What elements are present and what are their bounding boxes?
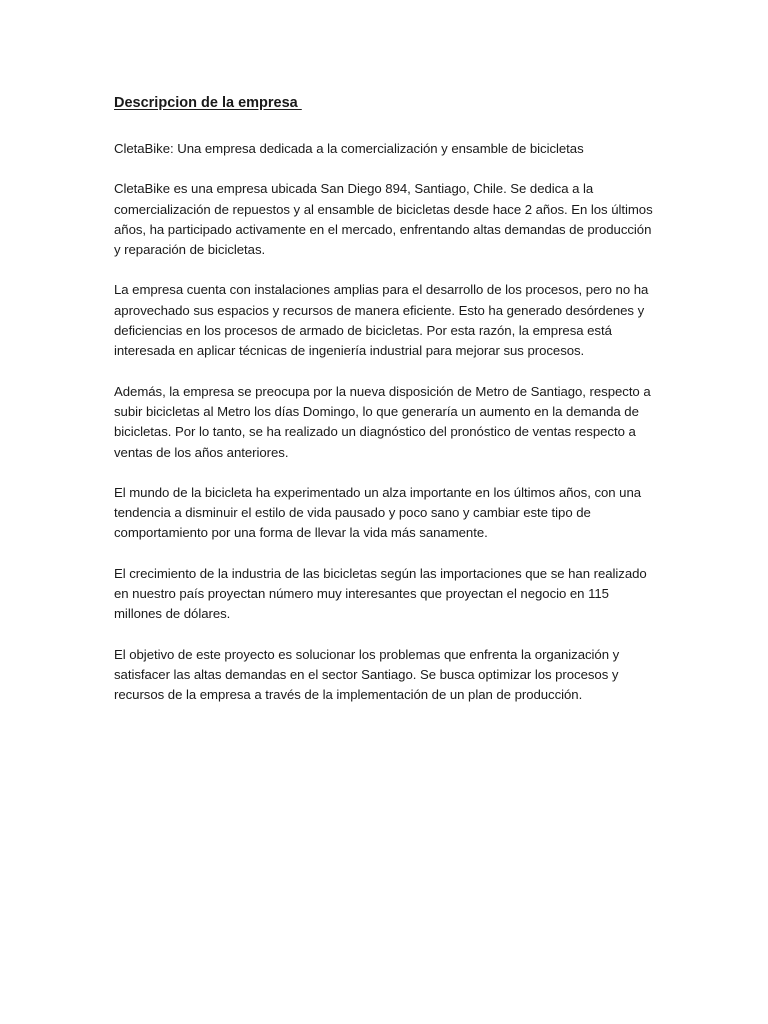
document-page [114, 93, 659, 726]
paragraph-subtitle: CletaBike: Una empresa dedicada a la comercialización y ensamble de bicicletas [114, 141, 584, 156]
paragraph-objective: El objetivo de este proyecto es solucionar los problemas que enfrenta la organización y satisfacer las altas demandas en el sector Santiago. Se busca optimizar los procesos y recursos de la empresa a través de la implementación de un plan de producción. [114, 646, 620, 703]
paragraph-company-location: CletaBike es una empresa ubicada San Diego 894, Santiago, Chile. Se dedica a la comercialización de repuestos y al ensamble de bicicletas desde hace 2 años. En los últimos años, ha participado activamente en el mercado, enfrentando altas demandas de producción y reparación de bicicletas. [114, 181, 653, 258]
paragraph-industry-growth: El crecimiento de la industria de las bicicletas según las importaciones que se han realizado en nuestro país proyectan número muy interesantes que proyectan el negocio en 115 millones de dólares. [114, 565, 647, 622]
paragraph-bicycle-world: El mundo de la bicicleta ha experimentado un alza importante en los últimos años, con una tendencia a disminuir el estilo de vida pausado y poco sano y cambiar este tipo de comportamiento por una forma de llevar la vida más sanamente. [114, 484, 642, 541]
document-heading: Descripcion de la empresa [114, 95, 302, 111]
paragraph-metro: Además, la empresa se preocupa por la nueva disposición de Metro de Santiago, respecto a subir bicicletas al Metro los días Domingo, lo que generaría un aumento en la demanda de bicicletas. Por lo tanto, se ha realizado un diagnóstico del pronóstico de ventas respecto a ventas de los años anteriores. [114, 383, 651, 460]
paragraph-facilities: La empresa cuenta con instalaciones amplias para el desarrollo de los procesos, pero no ha aprovechado sus espacios y recursos de manera eficiente. Esto ha generado desórdenes y deficiencias en los procesos de armado de bicicletas. Por esta razón, la empresa está interesada en aplicar técnicas de ingeniería industrial para mejorar sus procesos. [114, 282, 649, 359]
